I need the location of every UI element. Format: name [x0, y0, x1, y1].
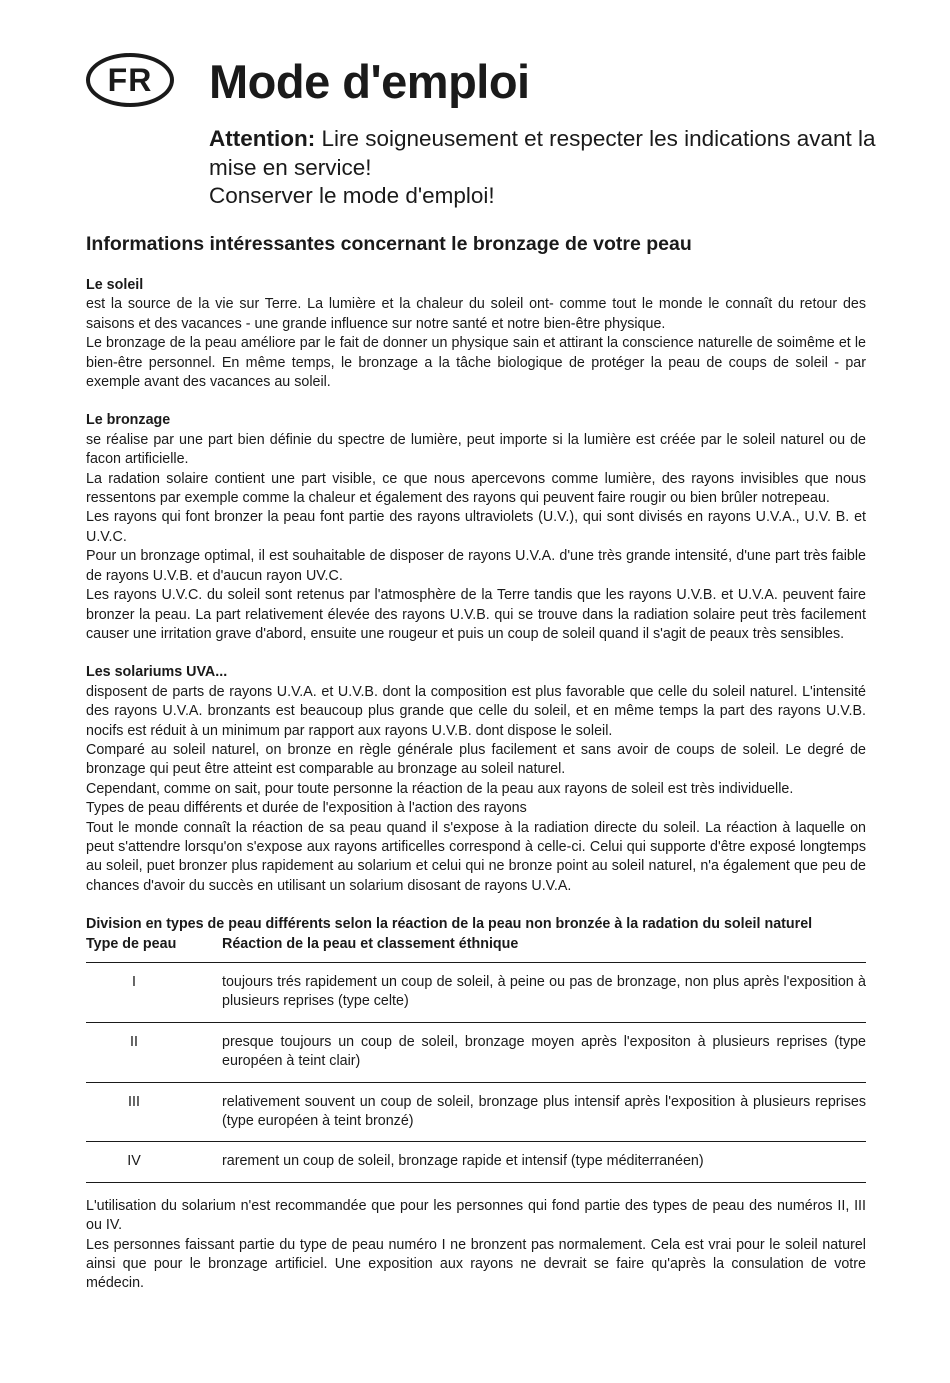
content-body [86, 276, 866, 1294]
language-badge: FR [86, 53, 174, 107]
table-row [86, 1022, 866, 1082]
paragraph: L'utilisation du solarium n'est recommandée que pour les personnes qui fond partie des types de peau des numéros II, III ou IV. [86, 1197, 866, 1234]
column-header-reaction: Réaction de la peau et classement éthnique [222, 935, 866, 963]
reaction-cell: presque toujours un coup de soleil, bronzage moyen après l'expositon à plusieurs reprises (type européen à teint clair) [222, 1022, 866, 1082]
paragraph: disposent de parts de rayons U.V.A. et U.V.B. dont la composition est plus favorable que celle du soleil naturel. L'intensité des rayons U.V.A. bronzants est beaucoup plus grande que celle du soleil, et en même temps la part des rayons U.V.B. nocifs est réduit à un minimum par rapport aux rayons U.V.B. dont dispose le soleil. [86, 683, 866, 739]
attention-keep-text: Conserver le mode d'emploi! [209, 183, 495, 208]
reaction-cell: rarement un coup de soleil, bronzage rapide et intensif (type méditerranéen) [222, 1142, 866, 1182]
page-title: Mode d'emploi [209, 55, 530, 108]
section-heading: Le bronzage [86, 412, 171, 429]
closing-notes [86, 1197, 866, 1294]
reaction-cell: toujours trés rapidement un coup de soleil, à peine ou pas de bronzage, non plus après l'exposition à plusieurs reprises (type celte) [222, 963, 866, 1023]
section-sun [86, 276, 866, 392]
paragraph: Les personnes faissant partie du type de peau numéro I ne bronzent pas normalement. Cela est vrai pour le soleil naturel ainsi que pour le bronzage artificiel. Une exposition aux rayons ne devrait se faire qu'après la consulation de votre médecin. [86, 1236, 866, 1292]
paragraph: est la source de la vie sur Terre. La lumière et la chaleur du soleil ont- comme tout le monde le connaît du retour des saisons et des vacances - une grande influence sur notre santé et notre bien-être physique. [86, 296, 866, 332]
section-heading: Le soleil [86, 277, 144, 293]
skin-type-cell: II [86, 1022, 222, 1082]
paragraph: La radation solaire contient une part visible, ce que nous apercevons comme lumière, des rayons invisibles que nous ressentons par exemple comme la chaleur et également des rayons qui peuvent faire rougir ou bien brûler notrepeau. [86, 470, 866, 507]
paragraph: Les rayons U.V.C. du soleil sont retenus par l'atmosphère de la Terre tandis que les rayons U.V.B. et U.V.A. peuvent faire bronzer la peau. La part relativement élevée des rayons U.V.B. qui se trouve dans la radiation solaire peut très facilement causer une irritation grave d'abord, ensuite une rougeur et puis un coup de soleil quand il s'agit de peaux très sensibles. [86, 587, 866, 642]
paragraph: Les rayons qui font bronzer la peau font partie des rayons ultraviolets (U.V.), qui sont divisés en rayons U.V.A., U.V. B. et U.V.C. [86, 509, 866, 545]
column-header-type: Type de peau [86, 935, 222, 963]
paragraph: Cependant, comme on sait, pour toute personne la réaction de la peau aux rayons de soleil est très individuelle. [86, 780, 794, 797]
attention-text: Lire soigneusement et respecter les indications avant la mise en service! [209, 126, 876, 180]
table-title: Division en types de peau différents selon la réaction de la peau non bronzée à la radation du soleil naturel [86, 916, 813, 933]
paragraph: Comparé au soleil naturel, on bronze en règle générale plus facilement et sans avoir de coups de soleil. Le degré de bronzage qui peut être atteint est comparable au bronzage au soleil naturel. [86, 741, 866, 778]
section-heading: Les solariums UVA... [86, 664, 228, 681]
paragraph: Tout le monde connaît la réaction de sa peau quand il s'expose à la radiation directe du soleil. La réaction à laquelle on peut s'attendre lorsqu'on s'expose aux rayons artificelles correspond à celle-ci. Celui qui supporte d'être exposé longtemps au soleil, puet bronzer plus rapidement au solarium et celui qui ne bronze point au soleil naturel, n'a également que peu de chances d'avoir du succès en utilisant un solarium disosant de rayons U.V.A. [86, 819, 866, 894]
paragraph: Pour un bronzage optimal, il est souhaitable de disposer de rayons U.V.A. d'une très grande intensité, d'une part très faible de rayons U.V.B. et d'aucun rayon UV.C. [86, 548, 866, 584]
section-solariums [86, 663, 866, 896]
reaction-cell: relativement souvent un coup de soleil, bronzage plus intensif après l'exposition à plusieurs reprises (type européen à teint bronzé) [222, 1082, 866, 1142]
paragraph: Le bronzage de la peau améliore par le fait de donner un physique sain et attirant la conscience naturelle de soimême et le bien-être personnel. En même temps, le bronzage a la tâche biologique de protéger la peau de coups de soleil - par exemple avant des vacances au soleil. [86, 335, 866, 391]
skin-type-cell: III [86, 1082, 222, 1142]
skin-type-cell: IV [86, 1142, 222, 1182]
paragraph: Types de peau différents et durée de l'exposition à l'action des rayons [86, 800, 527, 817]
table-header-row [86, 935, 866, 963]
skin-type-cell: I [86, 963, 222, 1023]
table-row [86, 1142, 866, 1182]
section-tanning [86, 411, 866, 644]
paragraph: se réalise par une part bien définie du spectre de lumière, peut importe si la lumière est créée par le soleil naturel ou de facon artificielle. [86, 431, 866, 468]
attention-label: Attention: [209, 126, 316, 151]
attention-notice [209, 125, 889, 211]
table-row [86, 963, 866, 1023]
section-title: Informations intéressantes concernant le bronzage de votre peau [86, 233, 692, 255]
table-row [86, 1082, 866, 1142]
skin-type-table [86, 935, 866, 1183]
